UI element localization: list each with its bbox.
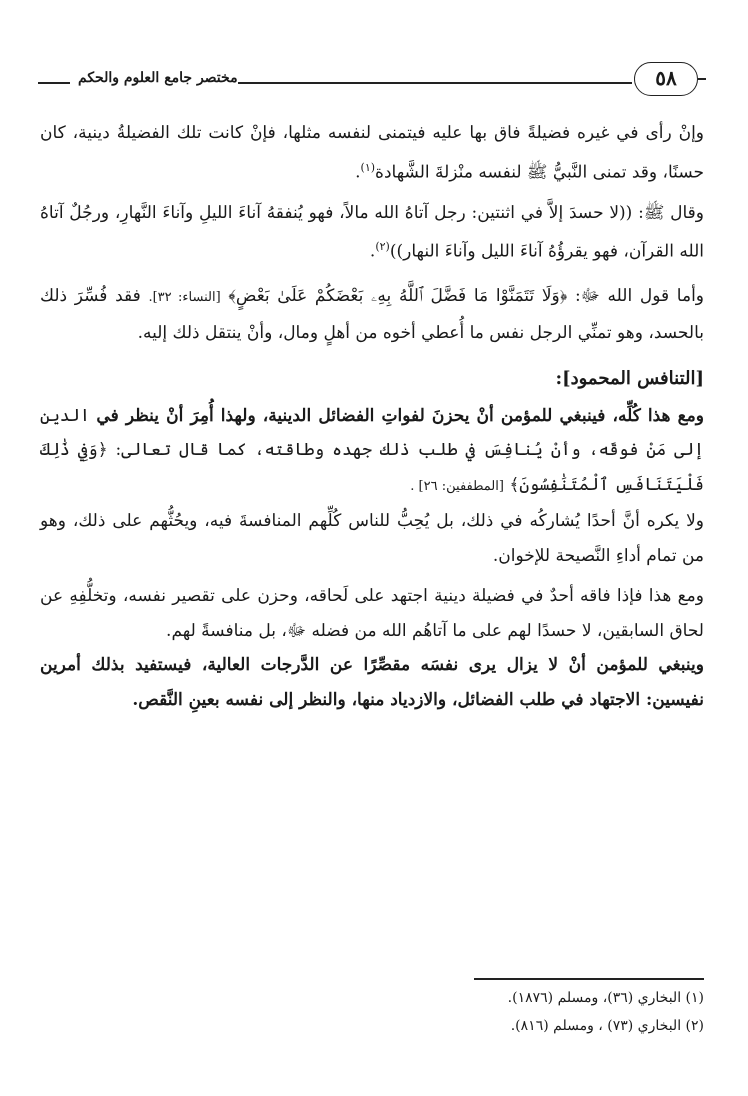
paragraph-3 — [40, 279, 704, 350]
header-dash-right — [698, 78, 706, 80]
paragraph-3-rest: فقد فُسِّرَ ذلك بالحسد، وهو تمنِّي الرجل نفس ما أُعطي أخوه من أهلٍ ومال، وأنْ ينتقل ذلك إليه. — [40, 286, 704, 343]
paragraph-5: ولا يكره أنَّ أحدًا يُشاركُه في ذلك، بل يُحِبُّ للناس كُلِّهم المنافسةَ فيه، ويحُثُّهم على ذلك، وهو من تمام أداءِ النَّصيحة للإخوان. — [40, 511, 704, 566]
page-header — [38, 60, 706, 100]
footnote-marker-2: (٢) — [375, 240, 390, 254]
verse-reference-mutaffifin: [المطففين: ٢٦] . — [410, 478, 504, 494]
paragraph-4 — [40, 399, 704, 505]
paragraph-7: وينبغي للمؤمن أنْ لا يزال يرى نفسَه مقصِّرًا عن الدَّرجات العالية، فيستفيد بذلك أمرين نفيسين: الاجتهاد في طلب الفضائل، والازدياد منها، والنظر إلى نفسه بعينِ النَّقص. — [40, 655, 704, 710]
paragraph-2-text: وقال ﷺ: ((لا حسدَ إلاَّ في اثنتين: رجل آتاهُ الله مالاً، فهو يُنفقهُ آناءَ الليلِ وآناءَ النَّهارِ، ورجُلٌ آتاهُ الله القرآن، فهو يقرؤُهُ آناءَ الليل وآناءَ النهار)) — [40, 202, 704, 262]
footnote-2: (٢) البخاري (٧٣) ، ومسلم (٨١٦). — [510, 1018, 704, 1034]
paragraph-4-bold: ومع هذا كُلِّه، فينبغي للمؤمن أنْ يحزنَ لفواتِ الفضائل الدينية، ولهذا أُمِرَ أنْ ينظر في — [96, 405, 704, 426]
page-number: ٥٨ — [634, 62, 698, 96]
quran-verse-nisa: ﴿وَلَا تَتَمَنَّوْا مَا فَضَّلَ ٱللَّهُ بِهِۦ بَعْضَكُمْ عَلَىٰ بَعْضٍ﴾ — [228, 286, 568, 307]
main-text — [40, 116, 704, 717]
paragraph-2: وقال ﷺ: ((لا حسدَ إلاَّ في اثنتين: رجل آتاهُ الله مالاً، فهو يُنفقهُ آناءَ الليلِ وآناءَ النَّهارِ، ورجُلٌ آتاهُ الله القرآن، فهو يقرؤُهُ آناءَ الليل وآناءَ النهار))$^{(٢)}$. — [40, 202, 704, 262]
paragraph-4-rest: الدين إلى مَنْ فوقَه، وأنْ يُنافِسَ في طلب ذلك جهده وطاقته، كما قال تعالى: — [40, 405, 704, 461]
footnote-1: (١) البخاري (٣٦)، ومسلم (١٨٧٦). — [507, 990, 704, 1006]
quran-verse-mutaffifin: ﴿وَفِي ذَٰلِكَ فَلْيَتَنَافَسِ ٱلْمُتَنَٰفِسُونَ﴾ — [40, 440, 704, 495]
running-title: مختصر جامع العلوم والحكم — [78, 70, 238, 86]
footnote-marker-1: (١) — [360, 160, 376, 174]
section-heading: [التنافس المحمود]: — [555, 368, 704, 390]
verse-reference-nisa: [النساء: ٣٢]. — [148, 290, 221, 306]
header-rule — [238, 82, 632, 84]
footnote-rule — [474, 978, 704, 980]
header-dash-left — [38, 82, 70, 84]
paragraph-6: ومع هذا فإذا فاقه أحدٌ في فضيلة دينية اجتهد على لَحاقه، وحزن على تقصير نفسه، وتخلُّفِهِ عن لحاق السابقين، لا حسدًا لهم على ما آتاهُم الله من فضله ﷻ، بل منافسةً لهم. — [40, 586, 704, 641]
paragraph-1: وإنْ رأى في غيره فضيلةً فاق بها عليه فيتمنى لنفسه مثلها، فإنْ كانت تلك الفضيلةُ دينية، كان حسنًا، وقد تمنى النَّبيُّ ﷺ لنفسه منْزلةَ الشَّهادة$^{(١)}$. — [40, 123, 704, 183]
paragraph-3-intro: وأما قول الله ﷻ: — [574, 286, 705, 307]
paragraph-1-text: وإنْ رأى في غيره فضيلةً فاق بها عليه فيتمنى لنفسه مثلها، فإنْ كانت تلك الفضيلةُ دينية، كان حسنًا، وقد تمنى النَّبيُّ ﷺ لنفسه منْزلةَ الشَّهادة — [40, 123, 704, 183]
